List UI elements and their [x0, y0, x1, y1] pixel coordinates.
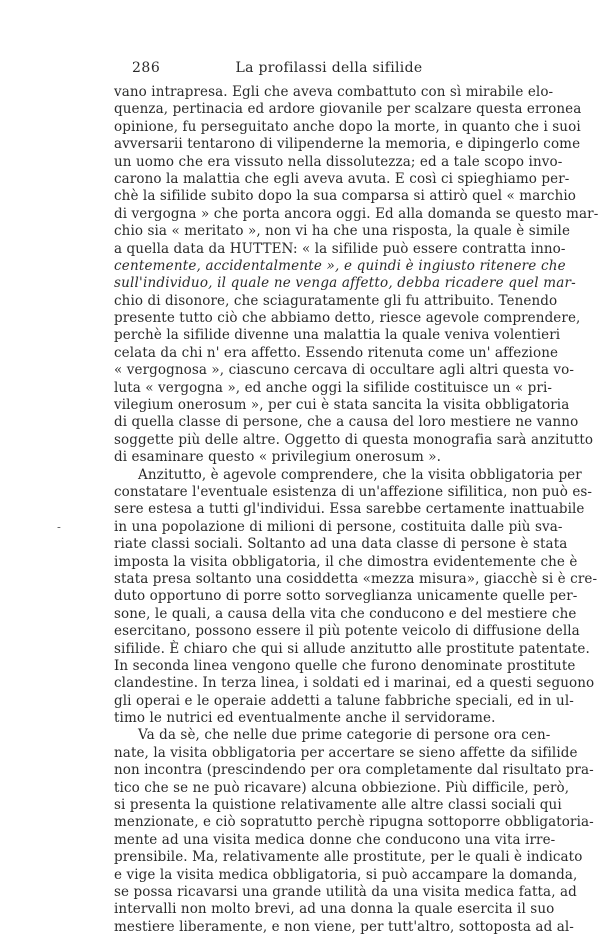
text-line: mente ad una visita medica donne che conducono una vita irre- — [114, 831, 556, 848]
paragraph-2 — [114, 466, 598, 728]
text-line: soggette più delle altre. Oggetto di questa monografia sarà anzitutto — [114, 431, 594, 448]
text-line: si presenta la quistione relativamente alle altre classi sociali qui — [114, 797, 562, 814]
text-line: e vige la visita medica obbligatoria, si può accampare la domanda, — [114, 866, 578, 883]
text-line: intervalli non molto brevi, ad una donna la quale esercita il suo — [114, 901, 555, 918]
paragraph-3 — [114, 727, 594, 936]
text-line: di vergogna » che porta ancora oggi. Ed alla domanda se questo mar- — [114, 205, 599, 222]
text-line: di esaminare questo « privilegium onerosum ». — [114, 449, 442, 466]
text-line: avversarii tentarono di vilipenderne la memoria, e dipingerlo come — [114, 136, 581, 153]
text-line: sifilide. È chiaro che qui si allude anzitutto alle prostitute patentate. — [114, 640, 590, 657]
text-line: di quella classe di persone, che a causa del loro mestiere ne vanno — [114, 414, 579, 431]
text-line: « vergognosa », ciascuno cercava di occultare agli altri questa vo- — [114, 362, 574, 379]
body-text — [114, 84, 599, 936]
text-line: non incontra (prescindendo per ora completamente dal risultato pra- — [114, 762, 594, 779]
text-line: esercitano, possono essere il più potente veicolo di diffusione della — [114, 623, 580, 640]
text-line: timo le nutrici ed eventualmente anche il servidorame. — [114, 710, 496, 727]
text-line: vilegium onerosum », per cui è stata sancita la visita obbligatoria — [114, 397, 570, 414]
text-line: nate, la visita obbligatoria per accertare se sieno affette da sifilide — [114, 744, 578, 761]
text-line: stata presa soltanto una cosiddetta «mezza misura», giacchè si è cre- — [114, 570, 598, 587]
text-line: perchè la sifilide divenne una malattia la quale veniva volentieri — [114, 327, 561, 344]
text-line: in una popolazione di milioni di persone, costituita dalle più sva- — [114, 518, 563, 535]
text-line: quenza, pertinacia ed ardore giovanile per scalzare questa erronea — [114, 101, 582, 118]
text-line: carono la malattia che egli aveva avuta. E così ci spieghiamo per- — [114, 170, 570, 187]
paragraph-1 — [114, 84, 599, 467]
text-line: chè la sifilide subito dopo la sua comparsa si attirò quel « marchio — [114, 188, 577, 205]
text-line: Va da sè, che nelle due prime categorie di persone ora cen- — [138, 727, 551, 744]
margin-mark: ˗ — [57, 520, 61, 534]
text-line: a quella data da HUTTEN: « la sifilide può essere contratta inno- — [114, 240, 566, 257]
text-line-italic: centemente, accidentalmente », e quindi è ingiusto ritenere che — [114, 257, 566, 274]
text-line: celata da chi n' era affetto. Essendo ritenuta come un' affezione — [114, 344, 559, 361]
text-line: constatare l'eventuale esistenza di un'affezione sifilitica, non può es- — [114, 483, 593, 500]
page-number: 286 — [132, 60, 161, 76]
text-line: duto opportuno di porre sotto sorveglianza unicamente quelle per- — [114, 588, 578, 605]
text-line: prensibile. Ma, relativamente alle prostitute, per le quali è indicato — [114, 849, 583, 866]
text-line: Anzitutto, è agevole comprendere, che la visita obbligatoria per — [138, 466, 582, 483]
text-line: gli operai e le operaie addetti a talune fabbriche speciali, ed in ul- — [114, 692, 574, 709]
text-line: menzionate, e ciò sopratutto perchè ripugna sottoporre obbligatoria- — [114, 814, 594, 831]
text-line: clandestine. In terza linea, i soldati ed i marinai, ed a questi seguono — [114, 675, 595, 692]
text-line: opinione, fu perseguitato anche dopo la morte, in quanto che i suoi — [114, 118, 581, 135]
text-line: In seconda linea vengono quelle che furono denominate prostitute — [114, 657, 576, 674]
text-line: tico che se ne può ricavare) alcuna obbiezione. Più difficile, però, — [114, 779, 570, 796]
running-head: La profilassi della sifilide — [235, 60, 423, 76]
text-line: presente tutto ciò che abbiamo detto, riesce agevole comprendere, — [114, 310, 581, 327]
text-line: riate classi sociali. Soltanto ad una data classe di persone è stata — [114, 536, 568, 553]
page-header — [114, 60, 544, 80]
text-line: mestiere liberamente, e non viene, per tutt'altro, sottoposta ad al- — [114, 918, 574, 935]
text-line: sone, le quali, a causa della vita che conducono e del mestiere che — [114, 605, 577, 622]
text-line: un uomo che era vissuto nella dissolutezza; ed a tale scopo invo- — [114, 153, 563, 170]
text-line: imposta la visita obbligatoria, il che dimostra evidentemente che è — [114, 553, 578, 570]
text-line: luta « vergogna », ed anche oggi la sifilide costituisce un « pri- — [114, 379, 553, 396]
text-line: chio di disonore, che sciaguratamente gli fu attribuito. Tenendo — [114, 292, 558, 309]
text-line: se possa ricavarsi una grande utilità da una visita medica fatta, ad — [114, 883, 577, 900]
text-line-italic: sull'individuo, il quale ne venga affetto, debba ricadere quel mar- — [114, 275, 576, 292]
text-line: vano intrapresa. Egli che aveva combattuto con sì mirabile elo- — [114, 84, 554, 100]
text-line: chio sia « meritato », non vi ha che una risposta, la quale è simile — [114, 223, 571, 240]
text-line: sere estesa a tutti gl'individui. Essa sarebbe certamente inattuabile — [114, 501, 585, 518]
